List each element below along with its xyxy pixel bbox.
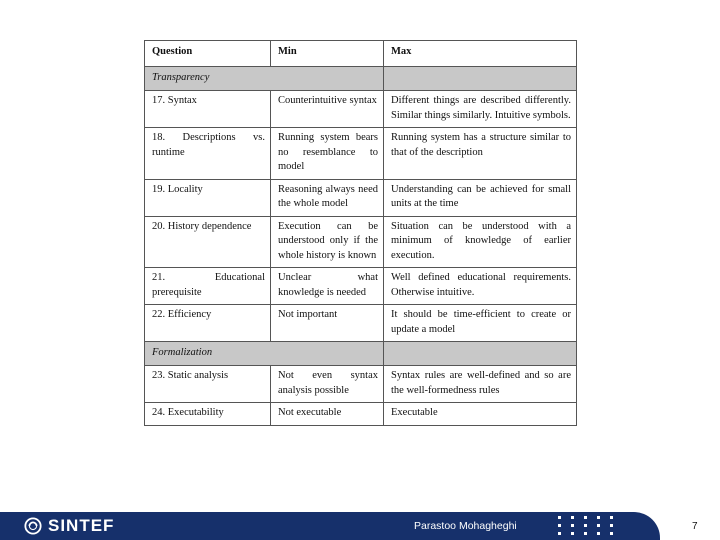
max-cell: Well defined educational requirements. Otherwise intuitive. [384, 268, 577, 305]
decor-dot [610, 524, 613, 527]
decor-dot [597, 516, 600, 519]
min-cell: Counterintuitive syntax [271, 91, 384, 128]
section-title: Transparency [145, 67, 384, 91]
author-name: Parastoo Mohagheghi [414, 520, 517, 532]
header-row [145, 41, 577, 67]
table-row [145, 91, 577, 128]
min-cell: Running system bears no resemblance to model [271, 128, 384, 180]
min-cell: Not important [271, 305, 384, 342]
max-cell: Situation can be understood with a minimum of knowledge of earlier execution. [384, 216, 577, 268]
section-fill [384, 342, 577, 366]
table-row [145, 403, 577, 426]
max-cell: It should be time-efficient to create or update a model [384, 305, 577, 342]
section-row-formalization [145, 342, 577, 366]
max-cell: Understanding can be achieved for small units at the time [384, 179, 577, 216]
table-row [145, 128, 577, 180]
question-cell: 19. Locality [145, 179, 271, 216]
footer [0, 512, 720, 540]
logo-text: SINTEF [48, 516, 115, 535]
decor-dot [584, 532, 587, 535]
decor-dot [597, 524, 600, 527]
question-cell: 23. Static analysis [145, 366, 271, 403]
max-cell: Syntax rules are well-defined and so are the well-formedness rules [384, 366, 577, 403]
decor-dot [571, 532, 574, 535]
decor-dot [584, 524, 587, 527]
decor-dot [597, 532, 600, 535]
table-row [145, 179, 577, 216]
min-cell: Unclear what knowledge is needed [271, 268, 384, 305]
min-cell: Reasoning always need the whole model [271, 179, 384, 216]
section-fill [384, 67, 577, 91]
question-cell: 22. Efficiency [145, 305, 271, 342]
max-cell: Executable [384, 403, 577, 426]
min-cell: Not executable [271, 403, 384, 426]
sintef-logo-icon [24, 517, 42, 535]
question-cell: 18. Descriptions vs. runtime [145, 128, 271, 180]
decor-dot [610, 516, 613, 519]
max-cell: Running system has a structure similar to that of the description [384, 128, 577, 180]
question-cell: 20. History dependence [145, 216, 271, 268]
page-number: 7 [692, 521, 698, 532]
question-cell: 24. Executability [145, 403, 271, 426]
header-question: Question [145, 41, 271, 67]
table-row [145, 305, 577, 342]
section-title: Formalization [145, 342, 384, 366]
decor-dot [584, 516, 587, 519]
section-row-transparency [145, 67, 577, 91]
decor-dot [610, 532, 613, 535]
criteria-table [144, 40, 577, 426]
header-max: Max [384, 41, 577, 67]
dot-grid-decoration [558, 516, 622, 538]
header-min: Min [271, 41, 384, 67]
table-row [145, 216, 577, 268]
decor-dot [558, 532, 561, 535]
decor-dot [558, 524, 561, 527]
sintef-logo [24, 516, 114, 536]
decor-dot [558, 516, 561, 519]
question-cell: 21. Educational prerequisite [145, 268, 271, 305]
max-cell: Different things are described differently. Similar things similarly. Intuitive symbols. [384, 91, 577, 128]
min-cell: Execution can be understood only if the whole history is known [271, 216, 384, 268]
decor-dot [571, 524, 574, 527]
decor-dot [571, 516, 574, 519]
question-cell: 17. Syntax [145, 91, 271, 128]
table-row [145, 268, 577, 305]
table-row [145, 366, 577, 403]
min-cell: Not even syntax analysis possible [271, 366, 384, 403]
